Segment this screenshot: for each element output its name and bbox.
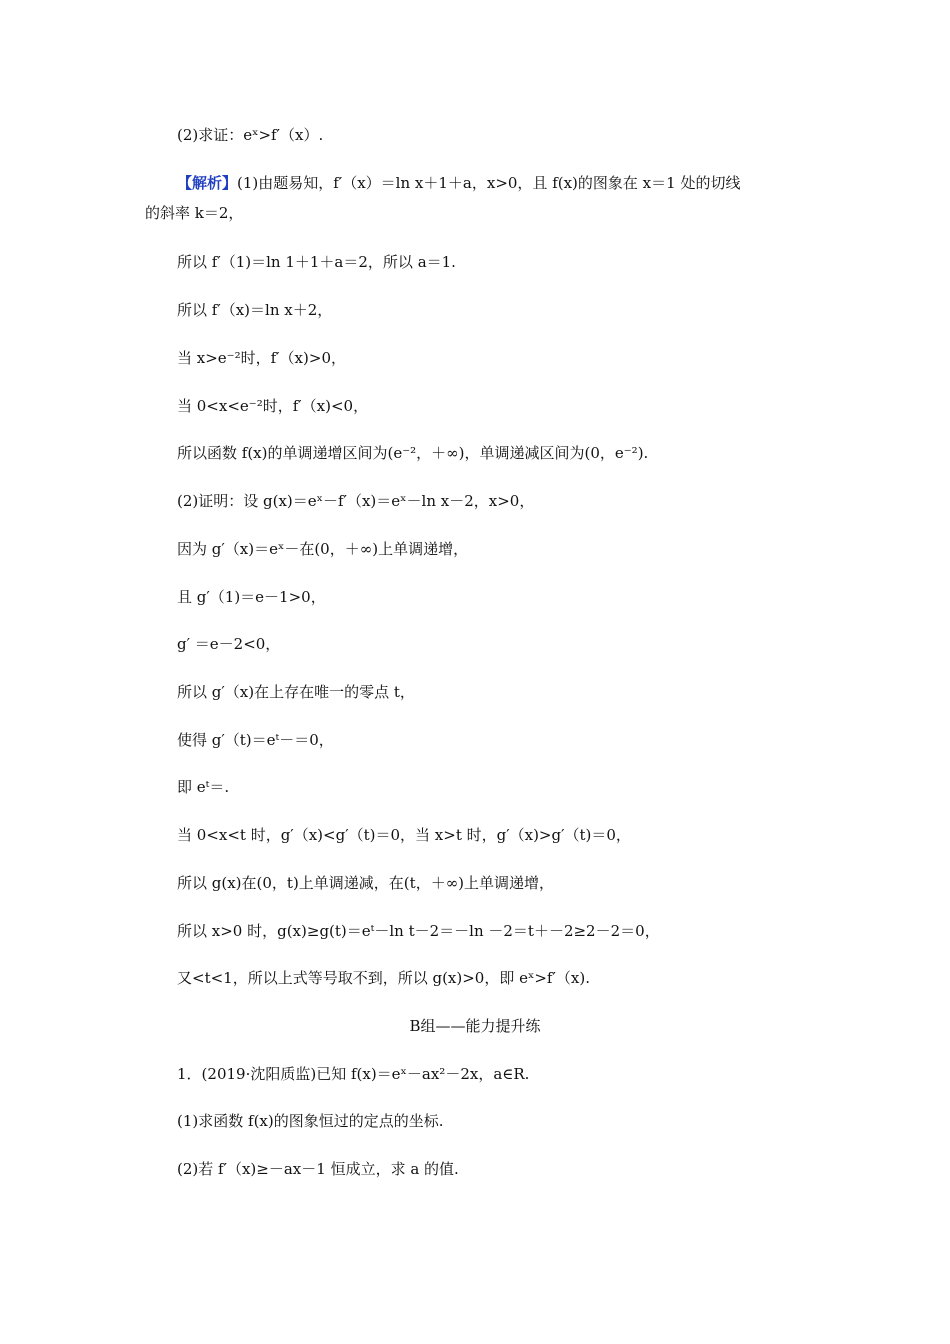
text-line [177,348,346,368]
line-text: 当 0<x<t 时，g′（x)<g′（t)＝0，当 x>t 时，g′（x)>g′（t)＝0， [177,826,631,844]
text-line [177,443,648,463]
section-heading [0,1016,950,1036]
text-line [177,730,334,750]
line-text: 且 g′（1)＝e－1>0， [177,588,326,606]
text-line [177,682,415,702]
text-line [177,587,326,607]
text-line [177,634,280,654]
text-line [145,203,243,223]
text-line [177,252,456,272]
line-text: (2)若 f′（x)≥－ax－1 恒成立，求 a 的值. [177,1160,459,1178]
line-text: 所以 x>0 时，g(x)≥g(t)＝eᵗ－ln t－2＝－ln －2＝t＋－2≥2－2＝0， [177,922,660,940]
line-text: g′ ＝e－2<0， [177,635,281,653]
text-line [177,777,229,797]
line-text: 的斜率 k＝2， [145,204,244,222]
text-line [177,125,323,145]
section-heading-text: B组——能力提升练 [409,1017,541,1035]
analysis-line [177,173,740,193]
text-line [177,921,660,941]
text-line [177,1159,459,1179]
line-text: 所以 f′（x)＝ln x＋2， [177,301,333,319]
line-text: (1)求函数 f(x)的图象恒过的定点的坐标. [177,1112,444,1130]
text-line [177,300,332,320]
line-text: 所以 g(x)在(0，t)上单调递减，在(t，＋∞)上单调递增， [177,874,555,892]
text-line [177,491,534,511]
text-line [177,873,554,893]
text-line [177,1064,529,1084]
line-text: 又<t<1，所以上式等号取不到，所以 g(x)>0，即 eˣ>f′（x). [177,969,590,987]
line-text: 因为 g′（x)＝eˣ－在(0，＋∞)上单调递增， [177,540,469,558]
text-line [177,396,368,416]
line-text: 1．(2019·沈阳质监)已知 f(x)＝eˣ－ax²－2x，a∈R. [177,1065,530,1083]
line-text: 所以 f′（1)＝ln 1＋1＋a＝2，所以 a＝1. [177,253,456,271]
line-text: 即 eᵗ＝. [177,778,230,796]
line-text: 所以 g′（x)在上存在唯一的零点 t， [177,683,415,701]
line-text: 所以函数 f(x)的单调递增区间为(e⁻²，＋∞)，单调递减区间为(0，e⁻²). [177,444,649,462]
text-line [177,1111,444,1131]
line-text: (1)由题易知，f′（x）＝ln x＋1＋a，x>0，且 f(x)的图象在 x＝1 处的切线 [237,174,741,192]
line-text: (2)证明：设 g(x)＝eˣ－f′（x)＝eˣ－ln x－2，x>0， [177,492,535,510]
text-line [177,539,468,559]
text-line [177,968,590,988]
analysis-tag: 【解析】 [177,174,238,192]
line-text: 当 0<x<e⁻²时，f′（x)<0， [177,397,369,415]
line-text: 当 x>e⁻²时，f′（x)>0， [177,349,346,367]
line-text: 使得 g′（t)＝eᵗ－＝0， [177,731,334,749]
text-line [177,825,631,845]
line-text: (2)求证：eˣ>f′（x）. [177,126,324,144]
